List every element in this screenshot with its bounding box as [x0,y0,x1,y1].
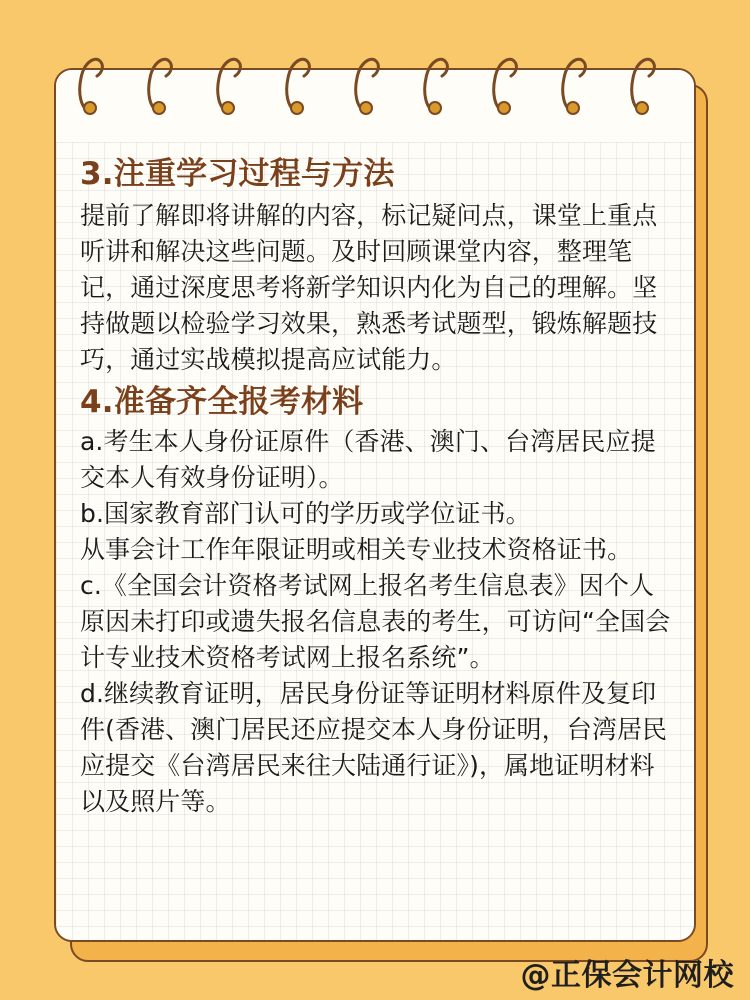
item-a: a.考生本人身份证原件（香港、澳门、台湾居民应提交本人有效身份证明）。 [80,427,656,492]
section-3-paragraph: 提前了解即将讲解的内容，标记疑问点，课堂上重点听讲和解决这些问题。及时回顾课堂内容，整理笔记，通过深度思考将新学知识内化为自己的理解。坚持做题以检验学习效果，熟悉考试题型，锻炼解题技巧，通过实战模拟提高应试能力。 [80,201,658,374]
spiral-ring-icon [72,50,108,118]
item-b-extra: 从事会计工作年限证明或相关专业技术资格证书。 [80,535,633,564]
item-b: b.国家教育部门认可的学历或学位证书。 [80,499,531,528]
spiral-ring-icon [348,50,384,118]
spiral-ring-icon [141,50,177,118]
section-4-title: 4.准备齐全报考材料 [80,384,364,420]
spiral-ring-icon [417,50,453,118]
item-d: d.继续教育证明，居民身份证等证明材料原件及复印件(香港、澳门居民还应提交本人身份证明，台湾居民应提交《台湾居民来往大陆通行证》)，属地证明材料以及照片等。 [80,679,668,816]
notebook-body [56,142,694,940]
section-3-title: 3.注重学习过程与方法 [80,156,395,192]
brand-watermark: @正保会计网校 [520,958,734,993]
notebook-card [54,68,696,942]
notebook-content [80,152,676,820]
item-c: c.《全国会计资格考试网上报名考生信息表》因个人原因未打印或遗失报名信息表的考生，可访问“全国会计专业技术资格考试网上报名系统”。 [80,571,671,672]
spiral-ring-icon [279,50,315,118]
spiral-ring-icon [624,50,660,118]
spiral-ring-icon [210,50,246,118]
spiral-ring-icon [555,50,591,118]
spiral-ring-icon [486,50,522,118]
